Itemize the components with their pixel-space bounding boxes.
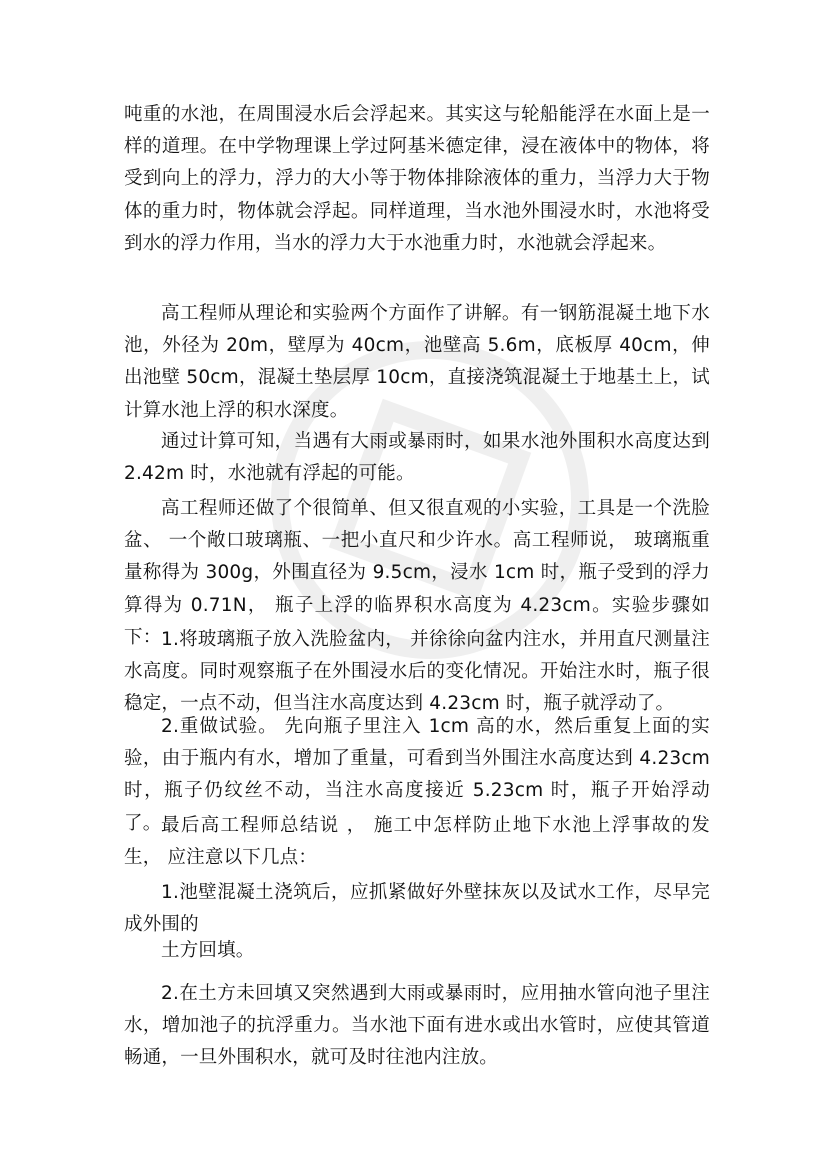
paragraph-step-2: 2.重做试验。 先向瓶子里注入 1cm 高的水，然后重复上面的实验，由于瓶内有水，增加了重量，可看到当外围注水高度达到 4.23cm 时，瓶子仍纹丝不动，当注水高度接近 5.23cm 时，瓶子开始浮动了。 [124,716,710,834]
paragraph-step-1: 1.将玻璃瓶子放入洗脸盆内， 并徐徐向盆内注水，并用直尺测量注水高度。同时观察瓶子在外围浸水后的变化情况。开始注水时，瓶子很稳定，一点不动，但当注水高度达到 4.23cm 时，瓶子就浮动了。 [124,629,710,715]
paragraph-point-1-continued: 土方回填。 [161,940,255,961]
paragraph-2: 高工程师从理论和实验两个方面作了讲解。有一钢筋混凝土地下水池，外径为 20m，壁厚为 40cm，池壁高 5.6m，底板厚 40cm，伸出池壁 50cm，混凝土垫层厚 10cm，直接浇筑混凝土于地基土上，试计算水池上浮的积水深度。 [124,303,710,421]
paragraph-3: 通过计算可知，当遇有大雨或暴雨时，如果水池外围积水高度达到 2.42m 时，水池就有浮起的可能。 [124,431,710,485]
paragraph-point-1: 1.池壁混凝土浇筑后，应抓紧做好外壁抹灰以及试水工作，尽早完成外围的 [124,882,710,936]
paragraph-4: 高工程师还做了个很简单、但又很直观的小实验，工具是一个洗脸盆、 一个敞口玻璃瓶、一把小直尺和少许水。高工程师说， 玻璃瓶重量称得为 300g，外围直径为 9.5cm，浸水 1cm 时，瓶子受到的浮力算得为 0.71N， 瓶子上浮的临界积水高度为 4.23cm。实验步骤如下： [124,498,710,648]
paragraph-summary: 最后高工程师总结说 ， 施工中怎样防止地下水池上浮事故的发生， 应注意以下几点： [124,815,710,869]
paragraph-1: 吨重的水池，在周围浸水后会浮起来。其实这与轮船能浮在水面上是一样的道理。在中学物理课上学过阿基米德定律，浸在液体中的物体，将受到向上的浮力，浮力的大小等于物体排除液体的重力，当浮力大于物体的重力时，物体就会浮起。同样道理，当水池外围浸水时，水池将受到水的浮力作用，当水的浮力大于水池重力时，水池就会浮起来。 [124,104,710,254]
paragraph-point-2: 2.在土方未回填又突然遇到大雨或暴雨时，应用抽水管向池子里注水，增加池子的抗浮重力。当水池下面有进水或出水管时，应使其管道畅通，一旦外围积水，就可及时往池内注放。 [124,983,710,1069]
